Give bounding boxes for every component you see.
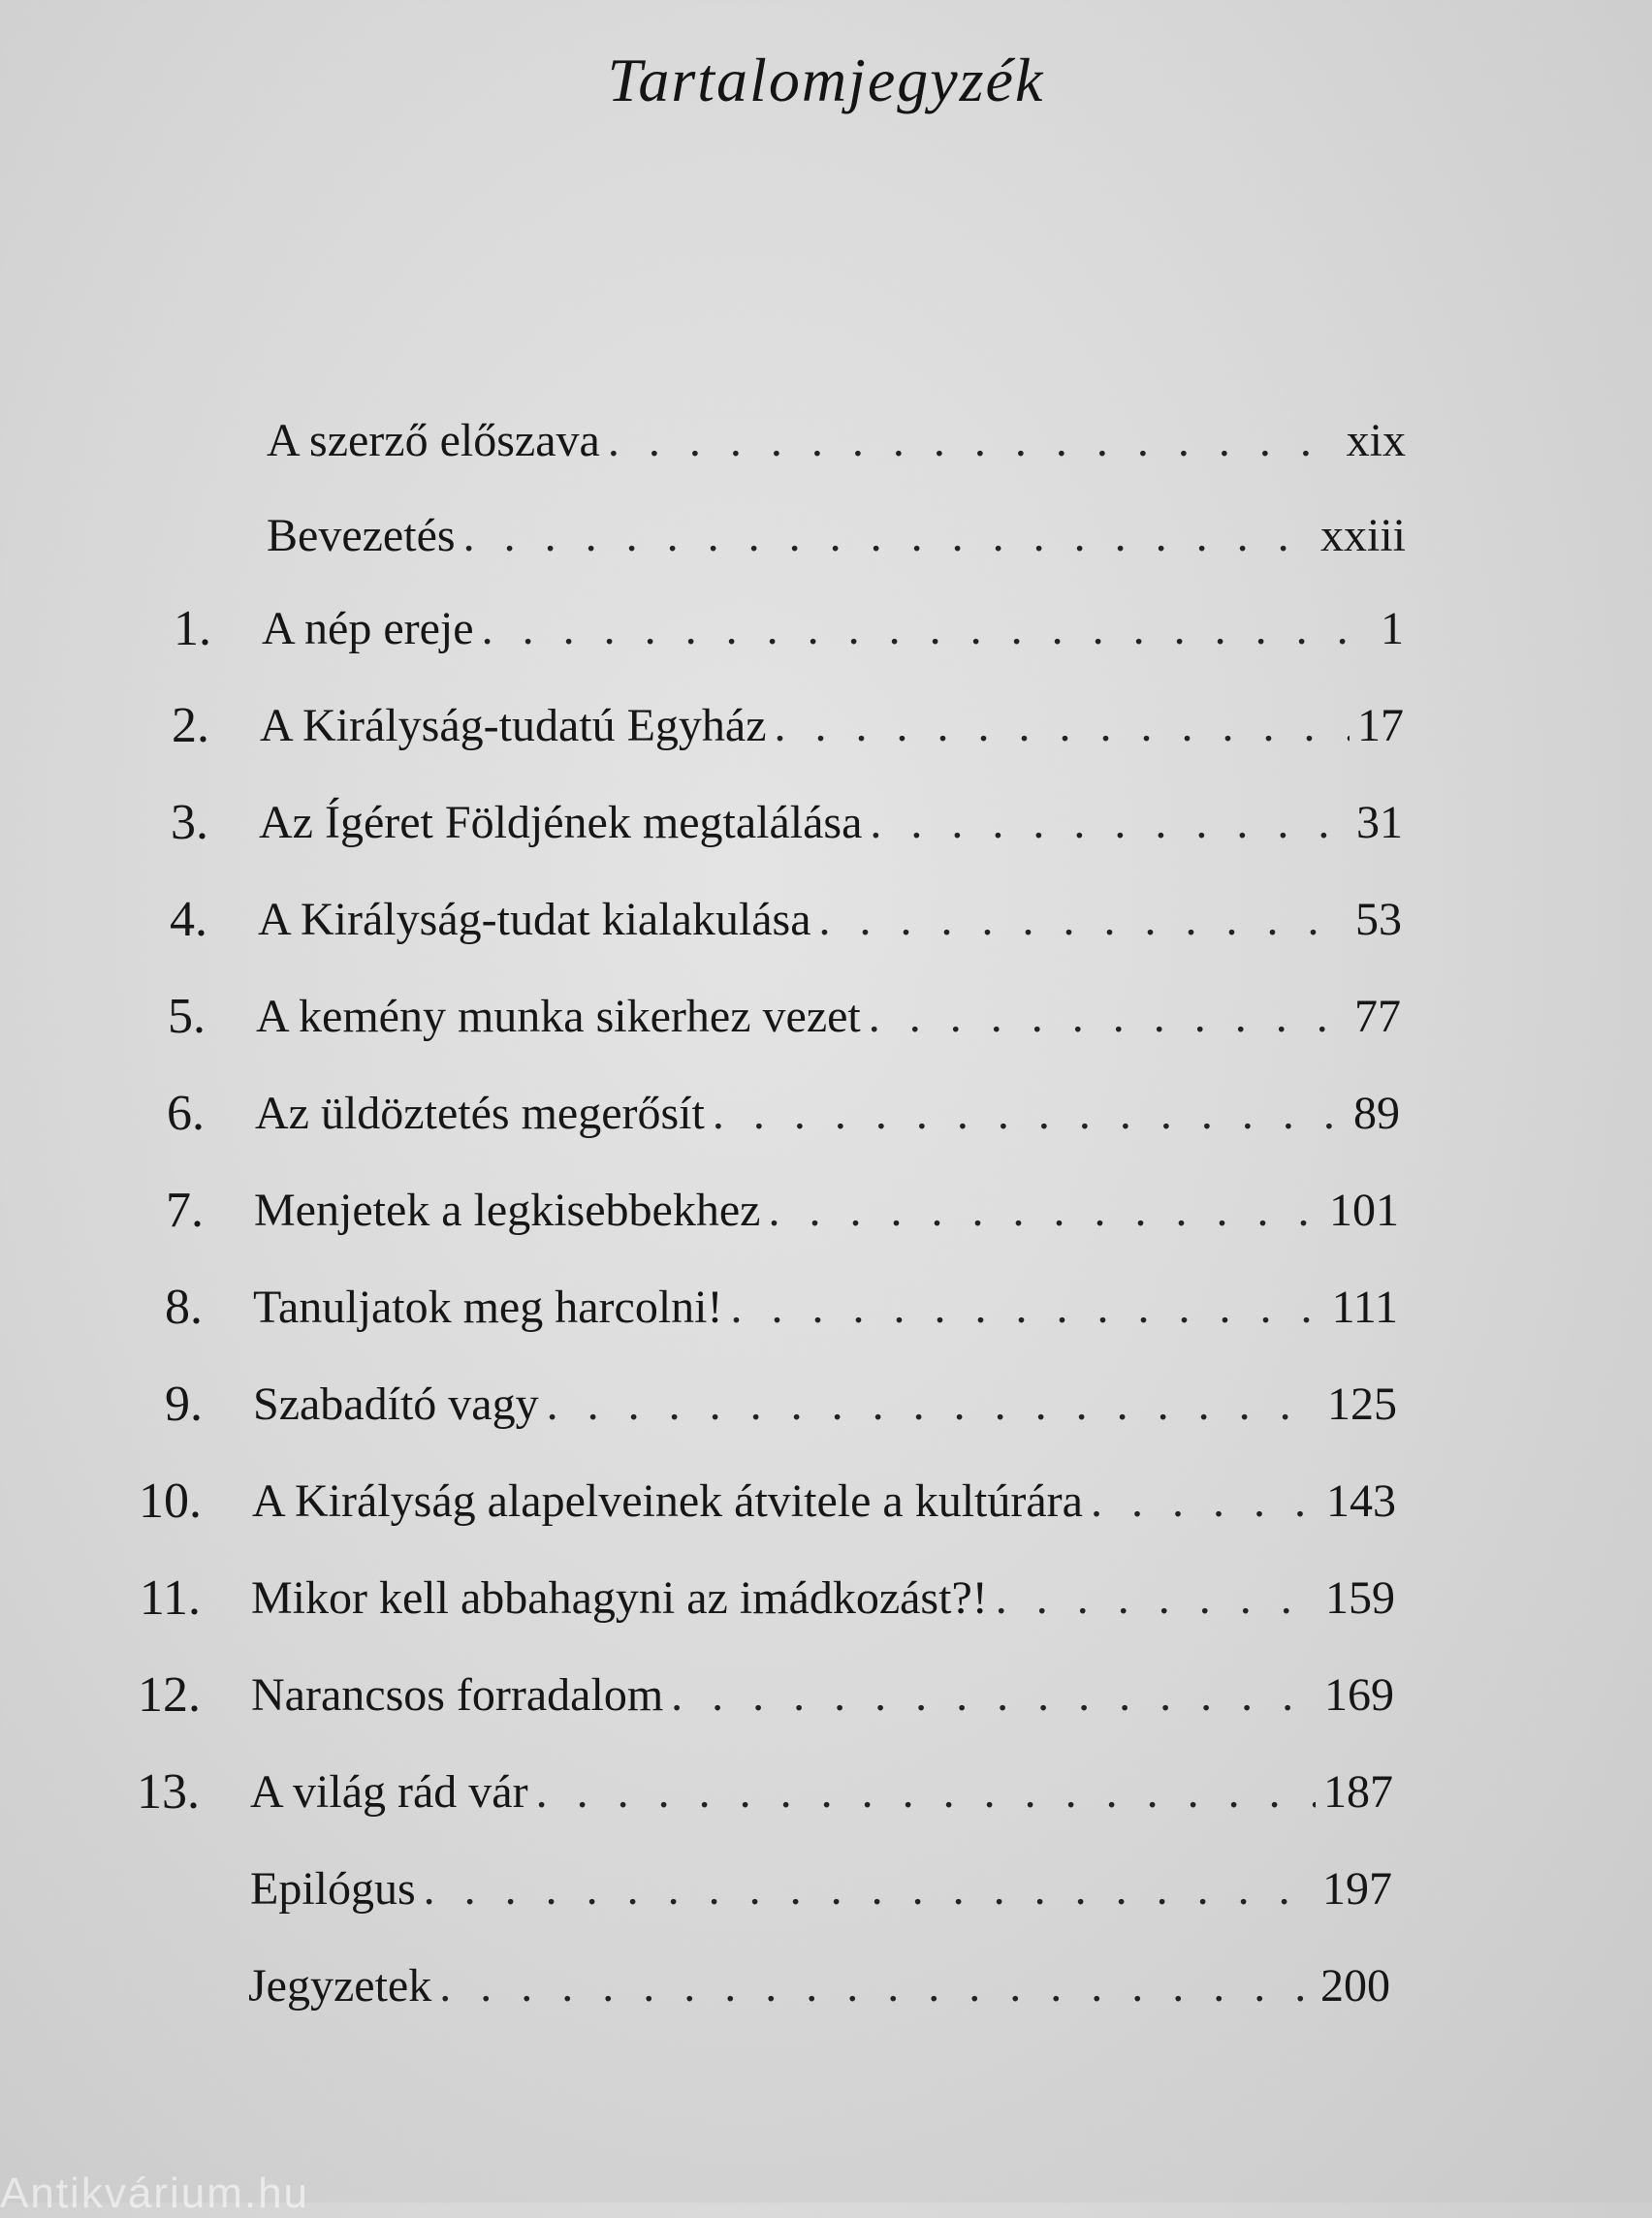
- dot-leader: [439, 1952, 1313, 2020]
- dot-leader: [819, 886, 1349, 954]
- toc-entry-chapter-6: [167, 1080, 1400, 1148]
- dot-leader: [730, 1274, 1323, 1342]
- dot-leader: [608, 407, 1339, 475]
- toc-entry-label: Bevezetés: [267, 510, 456, 561]
- dot-leader: [870, 789, 1349, 857]
- toc-entry-label: Mikor kell abbahagyni az imádkozást?!: [251, 1572, 988, 1624]
- toc-entry-notes: [248, 1952, 1390, 2020]
- dot-leader: [869, 983, 1347, 1051]
- toc-entry-label: A Királyság alapelveinek átvitele a kultúrára: [252, 1475, 1083, 1527]
- toc-entry-number: 7.: [166, 1183, 204, 1238]
- toc-entry-label: Az Ígéret Földjének megtalálása: [259, 797, 863, 848]
- toc-entry-number: 5.: [168, 989, 206, 1044]
- toc-entry-number: 11.: [139, 1570, 201, 1626]
- toc-entry-page: 17: [1357, 700, 1404, 751]
- watermark: Antikvárium.hu: [0, 2170, 310, 2217]
- toc-entry-number: 3.: [171, 795, 208, 850]
- dot-leader: [547, 1371, 1319, 1439]
- toc-entry-page: 159: [1325, 1572, 1395, 1624]
- toc-entry-page: xxiii: [1319, 510, 1406, 561]
- toc-entry-label: A szerző előszava: [267, 415, 600, 466]
- toc-entry-page: 200: [1320, 1960, 1390, 2012]
- toc-entry-chapter-9: [165, 1371, 1397, 1439]
- toc-entry-preface: [267, 407, 1406, 475]
- toc-entry-chapter-1: [174, 595, 1404, 663]
- toc-entry-introduction: [267, 502, 1406, 570]
- toc-entry-chapter-11: [139, 1565, 1395, 1632]
- toc-entry-chapter-2: [172, 692, 1404, 760]
- dot-leader: [424, 1855, 1315, 1923]
- toc-entry-epilogue: [250, 1855, 1392, 1923]
- toc-entry-page: 169: [1324, 1669, 1394, 1721]
- dot-leader: [713, 1080, 1346, 1148]
- toc-entry-page: 101: [1329, 1185, 1399, 1236]
- toc-entry-page: 1: [1381, 603, 1404, 654]
- toc-entry-page: 53: [1355, 894, 1402, 945]
- toc-entry-number: 4.: [170, 892, 207, 947]
- toc-entry-label: A Királyság-tudatú Egyház: [260, 700, 767, 751]
- toc-entry-chapter-10: [139, 1468, 1396, 1536]
- toc-entry-number: 13.: [137, 1764, 200, 1820]
- toc-entry-label: A kemény munka sikerhez vezet: [256, 991, 861, 1042]
- toc-entry-label: Narancsos forradalom: [251, 1669, 664, 1721]
- toc-entry-chapter-8: [165, 1274, 1398, 1342]
- toc-entry-label: A Királyság-tudat kialakulása: [258, 894, 811, 945]
- toc-entry-label: Az üldöztetés megerősít: [255, 1088, 705, 1139]
- toc-entry-page: 197: [1322, 1863, 1392, 1915]
- toc-entry-page: 31: [1356, 797, 1403, 848]
- toc-entry-chapter-5: [168, 983, 1401, 1051]
- toc-entry-chapter-7: [166, 1177, 1399, 1245]
- toc-entry-page: 187: [1323, 1766, 1393, 1818]
- toc-entry-chapter-4: [170, 886, 1402, 954]
- toc-entry-number: 6.: [167, 1086, 205, 1141]
- dot-leader: [463, 502, 1313, 570]
- toc-entry-page: 143: [1326, 1475, 1396, 1527]
- toc-entry-chapter-13: [137, 1759, 1393, 1826]
- toc-entry-label: Epilógus: [250, 1863, 416, 1915]
- dot-leader: [536, 1759, 1316, 1826]
- toc-entry-number: 1.: [174, 601, 211, 656]
- toc-entry-label: Szabadító vagy: [253, 1378, 539, 1430]
- toc-entry-page: 125: [1327, 1378, 1397, 1430]
- toc-entry-label: Tanuljatok meg harcolni!: [253, 1282, 723, 1333]
- toc-entry-chapter-3: [171, 789, 1403, 857]
- toc-entry-label: Menjetek a legkisebbekhez: [254, 1185, 761, 1236]
- dot-leader: [775, 692, 1350, 760]
- toc-entry-page: xix: [1346, 415, 1406, 466]
- toc-entry-number: 12.: [138, 1667, 201, 1723]
- dot-leader: [671, 1662, 1317, 1729]
- toc-entry-number: 9.: [165, 1377, 203, 1432]
- toc-entry-label: A nép ereje: [262, 603, 474, 654]
- toc-entry-label: A világ rád vár: [250, 1766, 528, 1818]
- page-title: Tartalomjegyzék: [607, 46, 1045, 114]
- toc-entry-label: Jegyzetek: [248, 1960, 432, 2012]
- dot-leader: [996, 1565, 1318, 1632]
- dot-leader: [1091, 1468, 1318, 1536]
- dot-leader: [482, 595, 1373, 663]
- toc-entry-chapter-12: [138, 1662, 1394, 1729]
- toc-entry-number: 8.: [165, 1280, 203, 1335]
- toc-entry-page: 89: [1353, 1088, 1400, 1139]
- toc-entry-number: 2.: [172, 698, 209, 753]
- toc-entry-number: 10.: [139, 1473, 202, 1529]
- toc-entry-page: 111: [1331, 1282, 1398, 1333]
- toc-entry-page: 77: [1354, 991, 1401, 1042]
- dot-leader: [768, 1177, 1321, 1245]
